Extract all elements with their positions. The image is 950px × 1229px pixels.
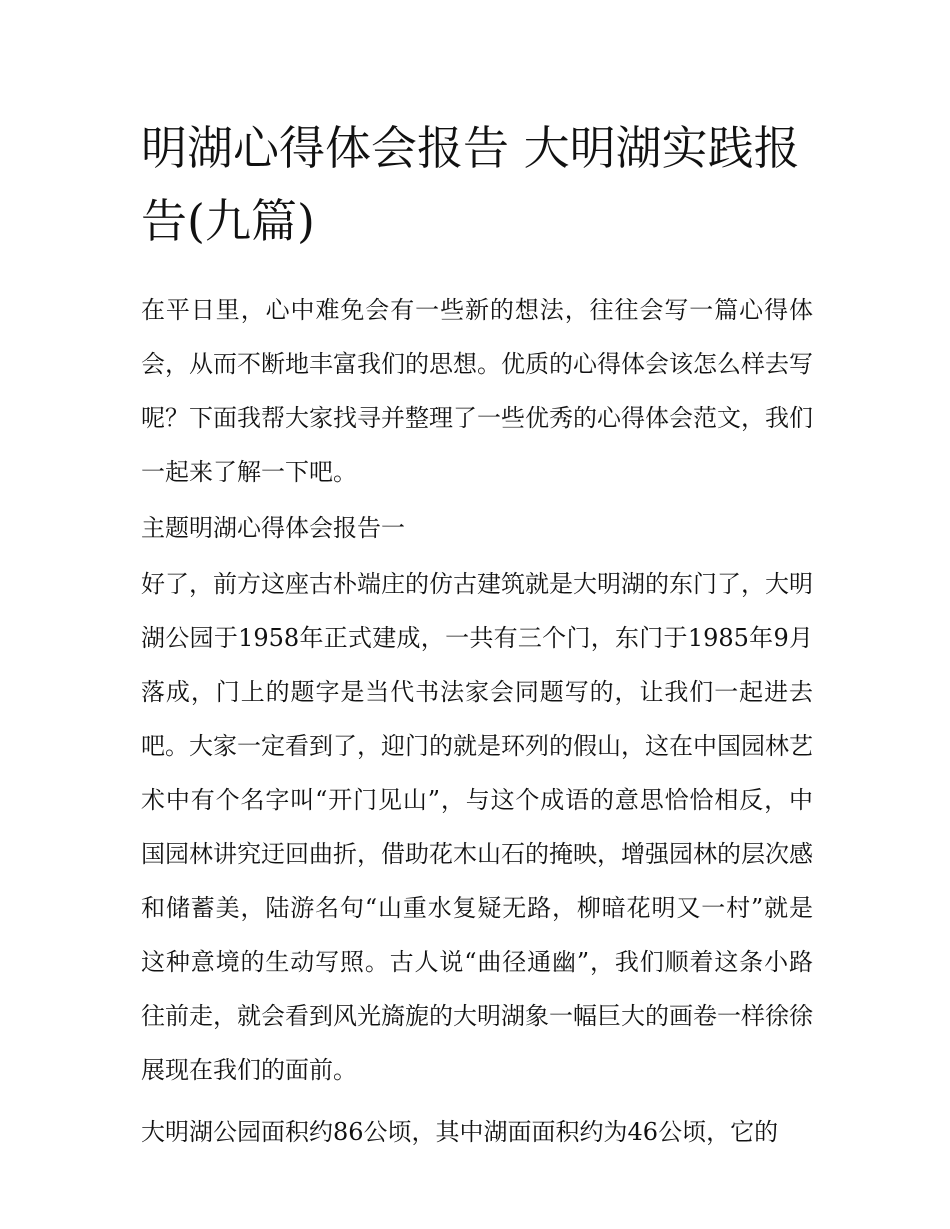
intro-paragraph: 在平日里，心中难免会有一些新的想法，往往会写一篇心得体会，从而不断地丰富我们的思想。优质的心得体会该怎么样去写呢？下面我帮大家找寻并整理了一些优秀的心得体会范文，我们一起来了解一下吧。 — [141, 296, 813, 486]
body-paragraph-2: 大明湖公园面积约86公顷，其中湖面面积约为46公顷，它的 — [141, 1118, 779, 1146]
section-heading: 主题明湖心得体会报告一 — [141, 514, 405, 542]
body-paragraph-1: 好了，前方这座古朴端庄的仿古建筑就是大明湖的东门了，大明湖公园于1958年正式建成，一共有三个门，东门于1985年9月落成，门上的题字是当代书法家会同题写的，让我们一起进去吧。大家一定看到了，迎门的就是环列的假山，这在中国园林艺术中有个名字叫“开门见山”，与这个成语的意思恰恰相反，中国园林讲究迂回曲折，借助花木山石的掩映，增强园林的层次感和储蓄美，陆游名句“山重水复疑无路，柳暗花明又一村”就是这种意境的生动写照。古人说“曲径通幽”，我们顺着这条小路往前走，就会看到风光旖旎的大明湖象一幅巨大的画卷一样徐徐展现在我们的面前。 — [141, 570, 813, 1084]
document-content — [141, 112, 813, 1159]
document-title: 明湖心得体会报告 大明湖实践报告(九篇) — [141, 121, 800, 248]
